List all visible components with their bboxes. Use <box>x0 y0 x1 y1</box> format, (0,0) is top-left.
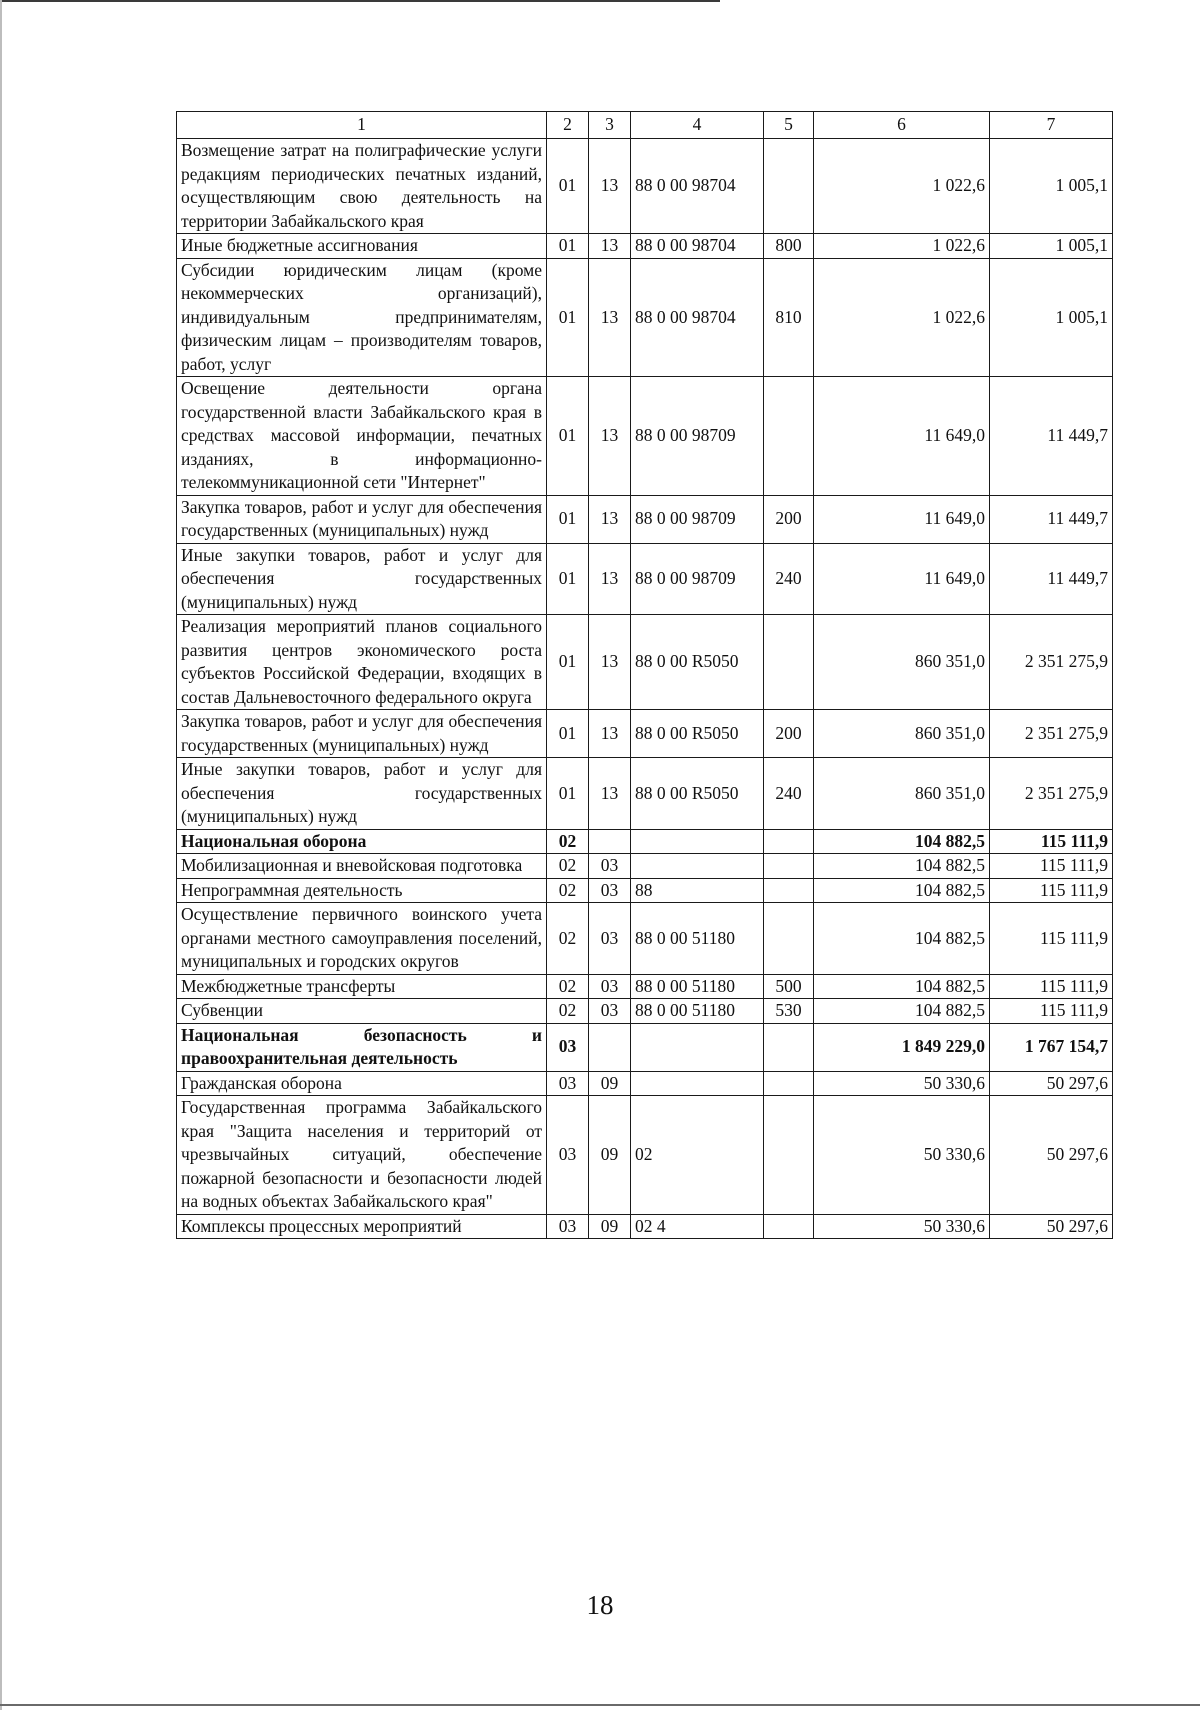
table-row <box>177 1214 1113 1239</box>
target-article-cell: 88 0 00 51180 <box>631 974 764 999</box>
target-article-cell <box>631 1023 764 1071</box>
table-row <box>177 758 1113 830</box>
header-cell: 4 <box>631 112 764 139</box>
expense-type-cell <box>764 377 814 496</box>
table-row <box>177 999 1113 1024</box>
amount-year2-cell: 115 111,9 <box>990 999 1113 1024</box>
amount-year1-cell: 11 649,0 <box>814 543 990 615</box>
amount-year1-cell: 50 330,6 <box>814 1214 990 1239</box>
row-name-cell: Непрограммная деятельность <box>177 878 547 903</box>
amount-year1-cell: 11 649,0 <box>814 377 990 496</box>
subsection-code-cell: 13 <box>589 615 631 710</box>
row-name-cell: Комплексы процессных мероприятий <box>177 1214 547 1239</box>
budget-table <box>176 111 1113 1239</box>
section-code-cell: 01 <box>547 234 589 259</box>
table-row <box>177 903 1113 975</box>
amount-year2-cell: 115 111,9 <box>990 903 1113 975</box>
expense-type-cell: 800 <box>764 234 814 259</box>
subsection-code-cell: 09 <box>589 1071 631 1096</box>
table-row <box>177 710 1113 758</box>
amount-year1-cell: 50 330,6 <box>814 1071 990 1096</box>
amount-year1-cell: 104 882,5 <box>814 854 990 879</box>
expense-type-cell: 200 <box>764 710 814 758</box>
section-code-cell: 02 <box>547 854 589 879</box>
amount-year2-cell: 2 351 275,9 <box>990 615 1113 710</box>
amount-year2-cell: 11 449,7 <box>990 377 1113 496</box>
target-article-cell <box>631 1071 764 1096</box>
table-header-row <box>177 112 1113 139</box>
expense-type-cell: 240 <box>764 543 814 615</box>
table-row <box>177 974 1113 999</box>
row-name-cell: Закупка товаров, работ и услуг для обеспечения государственных (муниципальных) нужд <box>177 495 547 543</box>
subsection-code-cell: 13 <box>589 139 631 234</box>
scan-edge-left <box>0 0 2 1710</box>
amount-year1-cell: 104 882,5 <box>814 829 990 854</box>
target-article-cell <box>631 829 764 854</box>
table-row <box>177 139 1113 234</box>
amount-year2-cell: 50 297,6 <box>990 1096 1113 1215</box>
row-name-cell: Субвенции <box>177 999 547 1024</box>
amount-year2-cell: 115 111,9 <box>990 829 1113 854</box>
header-cell: 3 <box>589 112 631 139</box>
section-code-cell: 01 <box>547 377 589 496</box>
row-name-cell: Возмещение затрат на полиграфические услуги редакциям периодических печатных изданий, осуществляющим свою деятельность на территории Забайкальского края <box>177 139 547 234</box>
amount-year1-cell: 104 882,5 <box>814 999 990 1024</box>
amount-year2-cell: 115 111,9 <box>990 854 1113 879</box>
scan-edge-top <box>0 0 720 2</box>
target-article-cell: 02 <box>631 1096 764 1215</box>
table-row <box>177 377 1113 496</box>
section-code-cell: 02 <box>547 999 589 1024</box>
expense-type-cell <box>764 1096 814 1215</box>
amount-year1-cell: 11 649,0 <box>814 495 990 543</box>
subsection-code-cell <box>589 1023 631 1071</box>
amount-year2-cell: 11 449,7 <box>990 543 1113 615</box>
amount-year2-cell: 1 767 154,7 <box>990 1023 1113 1071</box>
scan-edge-bottom <box>0 1704 1200 1706</box>
amount-year2-cell: 1 005,1 <box>990 258 1113 377</box>
table-row <box>177 854 1113 879</box>
amount-year2-cell: 115 111,9 <box>990 878 1113 903</box>
target-article-cell: 88 0 00 98704 <box>631 139 764 234</box>
row-name-cell: Мобилизационная и вневойсковая подготовка <box>177 854 547 879</box>
amount-year2-cell: 50 297,6 <box>990 1214 1113 1239</box>
header-cell: 7 <box>990 112 1113 139</box>
row-name-cell: Иные бюджетные ассигнования <box>177 234 547 259</box>
expense-type-cell: 200 <box>764 495 814 543</box>
row-name-cell: Государственная программа Забайкальского края "Защита населения и территорий от чрезвычайных ситуаций, обеспечение пожарной безопасности и безопасности людей на водных объектах Забайкальского края" <box>177 1096 547 1215</box>
amount-year1-cell: 1 022,6 <box>814 258 990 377</box>
section-code-cell: 02 <box>547 903 589 975</box>
expense-type-cell: 500 <box>764 974 814 999</box>
row-name-cell: Субсидии юридическим лицам (кроме некоммерческих организаций), индивидуальным предпринимателям, физическим лицам – производителям товаров, работ, услуг <box>177 258 547 377</box>
row-name-cell: Реализация мероприятий планов социального развития центров экономического роста субъектов Российской Федерации, входящих в состав Дальневосточного федерального округа <box>177 615 547 710</box>
target-article-cell: 02 4 <box>631 1214 764 1239</box>
section-code-cell: 01 <box>547 758 589 830</box>
subsection-code-cell: 13 <box>589 258 631 377</box>
expense-type-cell <box>764 1214 814 1239</box>
expense-type-cell: 810 <box>764 258 814 377</box>
amount-year1-cell: 1 849 229,0 <box>814 1023 990 1071</box>
amount-year2-cell: 2 351 275,9 <box>990 758 1113 830</box>
expense-type-cell <box>764 829 814 854</box>
page-number: 18 <box>586 1590 614 1620</box>
subsection-code-cell: 09 <box>589 1214 631 1239</box>
subsection-code-cell: 03 <box>589 999 631 1024</box>
row-name-cell: Иные закупки товаров, работ и услуг для обеспечения государственных (муниципальных) нужд <box>177 758 547 830</box>
section-code-cell: 01 <box>547 139 589 234</box>
target-article-cell: 88 0 00 R5050 <box>631 710 764 758</box>
amount-year2-cell: 115 111,9 <box>990 974 1113 999</box>
target-article-cell: 88 <box>631 878 764 903</box>
section-code-cell: 03 <box>547 1023 589 1071</box>
table-row <box>177 878 1113 903</box>
target-article-cell: 88 0 00 R5050 <box>631 758 764 830</box>
table-row <box>177 234 1113 259</box>
target-article-cell: 88 0 00 98709 <box>631 377 764 496</box>
amount-year1-cell: 860 351,0 <box>814 615 990 710</box>
amount-year2-cell: 50 297,6 <box>990 1071 1113 1096</box>
amount-year2-cell: 11 449,7 <box>990 495 1113 543</box>
amount-year1-cell: 860 351,0 <box>814 758 990 830</box>
table-row <box>177 615 1113 710</box>
target-article-cell: 88 0 00 98704 <box>631 234 764 259</box>
subsection-code-cell: 13 <box>589 543 631 615</box>
row-name-cell: Гражданская оборона <box>177 1071 547 1096</box>
row-name-cell: Национальная оборона <box>177 829 547 854</box>
amount-year1-cell: 50 330,6 <box>814 1096 990 1215</box>
subsection-code-cell: 03 <box>589 878 631 903</box>
row-name-cell: Осуществление первичного воинского учета органами местного самоуправления поселений, муниципальных и городских округов <box>177 903 547 975</box>
section-code-cell: 01 <box>547 495 589 543</box>
table-row <box>177 1023 1113 1071</box>
row-name-cell: Закупка товаров, работ и услуг для обеспечения государственных (муниципальных) нужд <box>177 710 547 758</box>
expense-type-cell <box>764 1023 814 1071</box>
expense-type-cell <box>764 615 814 710</box>
subsection-code-cell: 13 <box>589 234 631 259</box>
target-article-cell: 88 0 00 98704 <box>631 258 764 377</box>
amount-year1-cell: 860 351,0 <box>814 710 990 758</box>
table-row <box>177 258 1113 377</box>
amount-year1-cell: 1 022,6 <box>814 234 990 259</box>
target-article-cell: 88 0 00 98709 <box>631 495 764 543</box>
expense-type-cell <box>764 1071 814 1096</box>
header-cell: 2 <box>547 112 589 139</box>
subsection-code-cell: 13 <box>589 758 631 830</box>
subsection-code-cell: 03 <box>589 903 631 975</box>
header-cell: 1 <box>177 112 547 139</box>
subsection-code-cell: 09 <box>589 1096 631 1215</box>
section-code-cell: 03 <box>547 1071 589 1096</box>
table-row <box>177 495 1113 543</box>
expense-type-cell <box>764 854 814 879</box>
amount-year2-cell: 2 351 275,9 <box>990 710 1113 758</box>
section-code-cell: 02 <box>547 974 589 999</box>
target-article-cell <box>631 854 764 879</box>
table-row <box>177 1071 1113 1096</box>
section-code-cell: 02 <box>547 878 589 903</box>
subsection-code-cell: 13 <box>589 377 631 496</box>
amount-year1-cell: 1 022,6 <box>814 139 990 234</box>
section-code-cell: 02 <box>547 829 589 854</box>
amount-year1-cell: 104 882,5 <box>814 903 990 975</box>
subsection-code-cell <box>589 829 631 854</box>
target-article-cell: 88 0 00 98709 <box>631 543 764 615</box>
table-row <box>177 1096 1113 1215</box>
expense-type-cell <box>764 903 814 975</box>
subsection-code-cell: 13 <box>589 710 631 758</box>
expense-type-cell <box>764 878 814 903</box>
amount-year1-cell: 104 882,5 <box>814 878 990 903</box>
section-code-cell: 01 <box>547 258 589 377</box>
section-code-cell: 03 <box>547 1096 589 1215</box>
row-name-cell: Национальная безопасность и правоохранительная деятельность <box>177 1023 547 1071</box>
subsection-code-cell: 03 <box>589 974 631 999</box>
target-article-cell: 88 0 00 51180 <box>631 903 764 975</box>
target-article-cell: 88 0 00 R5050 <box>631 615 764 710</box>
subsection-code-cell: 03 <box>589 854 631 879</box>
header-cell: 5 <box>764 112 814 139</box>
amount-year2-cell: 1 005,1 <box>990 139 1113 234</box>
row-name-cell: Иные закупки товаров, работ и услуг для обеспечения государственных (муниципальных) нужд <box>177 543 547 615</box>
expense-type-cell <box>764 139 814 234</box>
section-code-cell: 01 <box>547 615 589 710</box>
section-code-cell: 01 <box>547 543 589 615</box>
amount-year1-cell: 104 882,5 <box>814 974 990 999</box>
target-article-cell: 88 0 00 51180 <box>631 999 764 1024</box>
amount-year2-cell: 1 005,1 <box>990 234 1113 259</box>
header-cell: 6 <box>814 112 990 139</box>
section-code-cell: 01 <box>547 710 589 758</box>
row-name-cell: Межбюджетные трансферты <box>177 974 547 999</box>
section-code-cell: 03 <box>547 1214 589 1239</box>
row-name-cell: Освещение деятельности органа государственной власти Забайкальского края в средствах массовой информации, печатных изданиях, в информационно-телекоммуникационной сети "Интернет" <box>177 377 547 496</box>
expense-type-cell: 240 <box>764 758 814 830</box>
subsection-code-cell: 13 <box>589 495 631 543</box>
table-row <box>177 543 1113 615</box>
expense-type-cell: 530 <box>764 999 814 1024</box>
table-row <box>177 829 1113 854</box>
